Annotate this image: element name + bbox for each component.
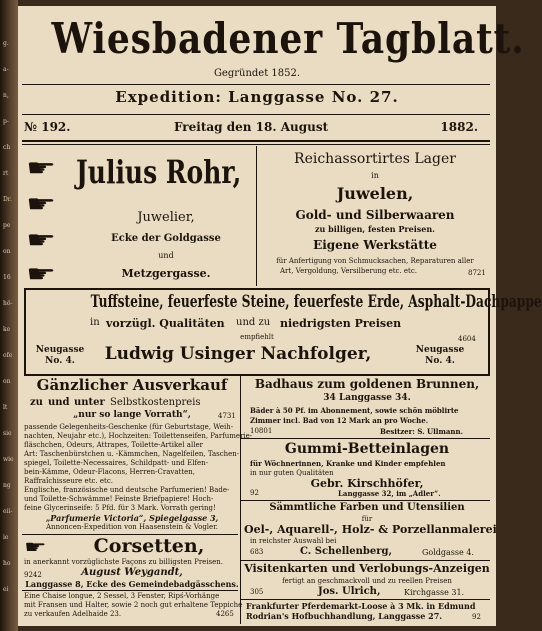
ausverkauf-b10: feine Glycerinseife: 5 Pfd. für 3 Mark. Vorrath gering! bbox=[24, 504, 216, 512]
lotterie-l1: Frankfurter Pferdemarkt-Loose à 3 Mk. in Edmund bbox=[246, 601, 476, 611]
corsetten-l2: in anerkannt vorzüglichste Façons zu billigsten Preisen. bbox=[24, 558, 224, 566]
ausverkauf-selbst: Selbstkostenpreis bbox=[110, 397, 201, 408]
usinger-undzu: und zu bbox=[236, 317, 271, 328]
issue-number: № 192. bbox=[24, 120, 71, 134]
lager-l3: Juwelen, bbox=[336, 184, 414, 203]
issue-row bbox=[24, 120, 486, 136]
ausverkauf-b8: Englische, französische und deutsche Parfumerien! Bade- bbox=[24, 486, 230, 494]
gummi-l1: Gummi-Betteinlagen bbox=[284, 441, 450, 457]
double-rule bbox=[22, 140, 490, 145]
masthead-title: Wiesbadener Tagblatt. bbox=[51, 14, 525, 63]
usinger-l1: Tuffsteine, feuerfeste Steine, feuerfeste Erde, Asphalt-Dachpappe bbox=[90, 292, 542, 312]
badhaus-num: 10801 bbox=[250, 427, 273, 435]
corsetten-l3: Langgasse 8, Ecke des Gemeindebadgässchens. bbox=[25, 579, 239, 589]
badhaus-l2: 34 Langgasse 34. bbox=[323, 393, 411, 403]
usinger-right-street: Neugasse bbox=[415, 345, 465, 355]
ausverkauf-b5: spiegel, Toilette-Necessaires, Schildpatt- und Elfen- bbox=[24, 459, 209, 467]
chaise-l1: Eine Chaise longue, 2 Sessel, 3 Fenster, Ripś-Vorhänge bbox=[24, 592, 220, 600]
binding-fragment: sie bbox=[3, 430, 12, 437]
binding-fragment: Dr. bbox=[3, 196, 12, 203]
binding-fragment: ho bbox=[3, 560, 11, 567]
binding-fragment: lt bbox=[3, 404, 8, 411]
pointing-hand-icon: ☛ bbox=[26, 154, 57, 182]
farben-l4: in reichster Auswahl bei bbox=[250, 537, 337, 545]
pointing-hand-icon: ☛ bbox=[26, 226, 57, 254]
lager-l1: Reichassortirtes Lager bbox=[294, 151, 456, 167]
binding-fragment: on bbox=[3, 248, 11, 255]
ausverkauf-unter: unter bbox=[74, 397, 105, 408]
expedition-line: Expedition: Langgasse No. 27. bbox=[115, 88, 399, 106]
farben-addr: Goldgasse 4. bbox=[422, 548, 474, 557]
founded-line: Gegründet 1852. bbox=[213, 68, 301, 79]
rule bbox=[22, 590, 238, 591]
gummi-num: 92 bbox=[250, 489, 259, 497]
lager-l2: in bbox=[371, 171, 379, 180]
farben-l3: Oel-, Aquarell-, Holz- & Porzellanmalerei bbox=[244, 523, 497, 536]
lager-l6: Eigene Werkstätte bbox=[313, 238, 437, 252]
newspaper-page bbox=[18, 6, 542, 626]
rule bbox=[240, 560, 490, 561]
lager-l7: für Anfertigung von Schmucksachen, Reparaturen aller bbox=[276, 257, 474, 265]
binding-fragment: eii- bbox=[3, 508, 13, 515]
binding-fragment: g. bbox=[3, 40, 9, 47]
usinger-name: Ludwig Usinger Nachfolger, bbox=[104, 344, 372, 364]
binding-fragment: wie bbox=[3, 456, 14, 463]
ausverkauf-zu: zu bbox=[30, 397, 43, 408]
lager-l5: zu billigen, festen Preisen. bbox=[315, 224, 435, 234]
binding-fragment: hö- bbox=[3, 300, 13, 307]
farben-l2: für bbox=[361, 515, 373, 523]
rule bbox=[22, 84, 490, 85]
usinger-left-no: No. 4. bbox=[45, 356, 75, 366]
visiten-name: Jos. Ulrich, bbox=[318, 586, 381, 597]
issue-date: Freitag den 18. August bbox=[174, 120, 329, 134]
usinger-right-no: No. 4. bbox=[425, 356, 455, 366]
chaise-l3: zu verkaufen Adelhaide 23. bbox=[24, 610, 122, 618]
binding-fragment: on bbox=[3, 378, 11, 385]
binding-fragment: rt bbox=[3, 170, 9, 177]
rohr-title: Juwelier, bbox=[137, 210, 195, 225]
gummi-l3: in nur guten Qualitäten bbox=[250, 469, 334, 477]
usinger-left-street: Neugasse bbox=[35, 345, 85, 355]
rule bbox=[240, 438, 490, 439]
lager-l4: Gold- und Silberwaaren bbox=[295, 208, 455, 222]
corsetten-name: August Weygandt, bbox=[81, 567, 183, 578]
ausverkauf-b7: Raffraîchisseure etc. etc. bbox=[24, 477, 113, 485]
visiten-addr: Kirchgasse 31. bbox=[404, 588, 465, 597]
badhaus-l4: Zimmer incl. Bad von 12 Mark an pro Woche. bbox=[250, 416, 429, 425]
column-divider bbox=[240, 374, 241, 624]
ausverkauf-b12: Annoncen-Expedition von Haasenstein & Vogler. bbox=[46, 523, 218, 531]
column-divider bbox=[256, 146, 257, 286]
binding-fragment: ei bbox=[3, 586, 9, 593]
ausverkauf-l3: „nur so lange Vorrath“, bbox=[73, 410, 191, 420]
ausverkauf-b11: „Parfumerie Victoria“, Spiegelgasse 3, bbox=[45, 513, 219, 523]
usinger-price: niedrigsten Preisen bbox=[280, 317, 402, 330]
binding-fragment: p- bbox=[3, 118, 9, 125]
gummi-addr: Langgasse 32, im „Adler“. bbox=[338, 489, 441, 498]
ausverkauf-b4: Art: Taschenbürstchen u. -Kämmchen, Nagelfeilen, Taschen- bbox=[24, 450, 240, 458]
gummi-name: Gebr. Kirschhöfer, bbox=[310, 477, 424, 490]
ausverkauf-b9: und Toilette-Schwämme! Feinste Briefpapiere! Hoch- bbox=[24, 495, 214, 503]
visiten-num: 305 bbox=[250, 588, 264, 596]
lotterie-l2: Rodrian's Hofbuchhandlung, Langgasse 27. bbox=[246, 611, 443, 621]
rule bbox=[240, 500, 490, 501]
ausverkauf-num: 4731 bbox=[218, 412, 236, 420]
binding-fragment: a- bbox=[3, 66, 9, 73]
usinger-num: 4604 bbox=[458, 335, 476, 343]
usinger-in: in bbox=[90, 317, 100, 328]
ausverkauf-b2: nachten, Neujahr etc.), Hochzeiten: Toilettenseifen, Parfumerie- bbox=[24, 432, 253, 440]
badhaus-l1: Badhaus zum goldenen Brunnen, bbox=[254, 377, 480, 391]
pointing-hand-icon: ☛ bbox=[26, 190, 57, 218]
binding-fragment: pe bbox=[3, 222, 11, 229]
chaise-l2: mit Fransen und Halter, sowie 2 noch gut erhaltene Teppiche bbox=[24, 601, 243, 609]
usinger-quality: vorzügl. Qualitäten bbox=[106, 317, 225, 330]
lager-num: 8721 bbox=[468, 269, 486, 277]
lotterie-num: 92 bbox=[472, 613, 481, 621]
chaise-num: 4265 bbox=[216, 610, 234, 618]
gummi-l2: für Wöchnerinnen, Kranke und Kinder empfehlen bbox=[250, 459, 446, 468]
ausverkauf-l1: Gänzlicher Ausverkauf bbox=[36, 376, 228, 394]
visiten-l1: Visitenkarten und Verlobungs-Anzeigen bbox=[244, 562, 490, 575]
ausverkauf-b1: passende Gelegenheits-Geschenke (für Geburtstage, Weih- bbox=[24, 423, 234, 431]
ausverkauf-und: und bbox=[48, 397, 70, 408]
usinger-empfiehlt: empfiehlt bbox=[240, 333, 274, 341]
farben-l1: Sämmtliche Farben und Utensilien bbox=[269, 502, 465, 513]
binding-fragment: ie bbox=[3, 534, 9, 541]
ausverkauf-b3: fläschchen, Odeurs, Attrapes, Toilette-Artikel aller bbox=[24, 441, 203, 449]
ausverkauf-b6: bein-Kämme, Odeur-Flacons, Herren-Cravatten, bbox=[24, 468, 196, 476]
binding-fragment: ng bbox=[3, 482, 11, 489]
lager-l8: Art, Vergoldung, Versilberung etc. etc. bbox=[280, 267, 418, 275]
book-binding bbox=[0, 0, 18, 631]
rohr-name: Julius Rohr, bbox=[76, 153, 242, 191]
badhaus-l5: Besitzer: S. Ullmann. bbox=[380, 427, 464, 436]
corsetten-num: 9242 bbox=[24, 571, 42, 579]
pointing-hand-icon: ☛ bbox=[24, 537, 47, 558]
badhaus-l3: Bäder à 50 Pf. im Abonnement, sowie schön möblirte bbox=[250, 406, 459, 415]
rule bbox=[240, 599, 490, 600]
binding-fragment: ofe bbox=[3, 352, 13, 359]
corsetten-title: Corsetten, bbox=[93, 535, 205, 557]
binding-fragment: n, bbox=[3, 92, 9, 99]
binding-fragment: 16 bbox=[3, 274, 11, 281]
pointing-hand-icon: ☛ bbox=[26, 260, 57, 288]
rohr-und: und bbox=[158, 251, 174, 260]
issue-year: 1882. bbox=[440, 120, 478, 134]
rohr-corner: Ecke der Goldgasse bbox=[111, 233, 221, 244]
binding-fragment: ke bbox=[3, 326, 11, 333]
farben-name: C. Schellenberg, bbox=[300, 546, 393, 557]
rohr-street: Metzgergasse. bbox=[121, 267, 211, 280]
rule bbox=[22, 114, 490, 115]
farben-num: 683 bbox=[250, 548, 264, 556]
binding-fragment: ch bbox=[3, 144, 11, 151]
visiten-l2: fertigt an geschmackvoll und zu reellen Preisen bbox=[282, 577, 452, 585]
